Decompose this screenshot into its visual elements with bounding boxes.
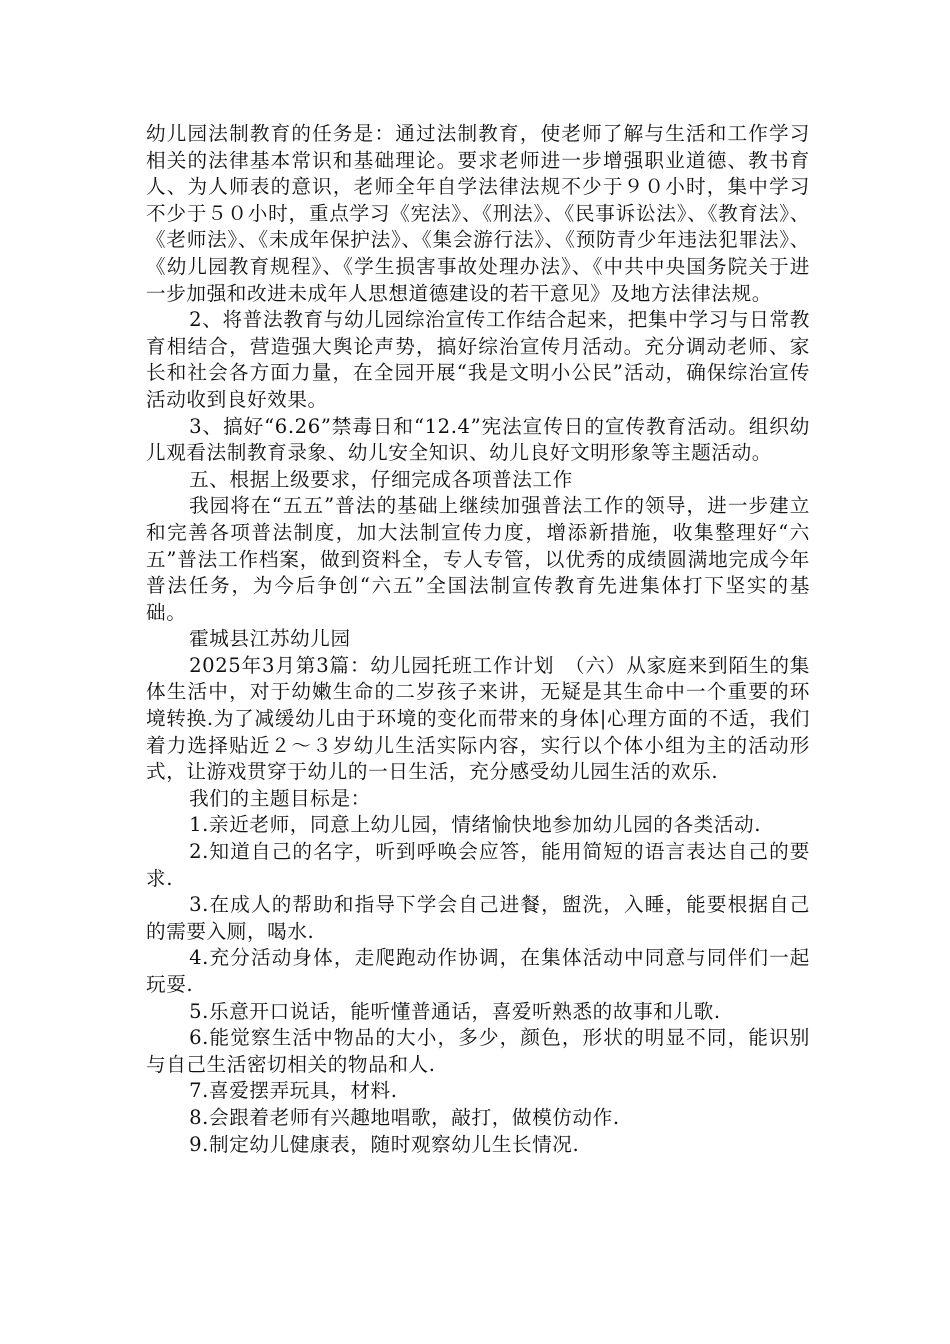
goal-item-9: 9.制定幼儿健康表，随时观察幼儿生长情况.	[189, 1132, 580, 1156]
paragraph-item-3: 3、搞好“6.26”禁毒日和“12.4”宪法宣传日的宣传教育活动。组织幼儿观看法制教育录象、幼儿安全知识、幼儿良好文明形象等主题活动。	[146, 414, 810, 465]
goals-heading: 我们的主题目标是：	[189, 786, 371, 810]
goal-item-1: 1.亲近老师，同意上幼儿园，情绪愉快地参加幼儿园的各类活动.	[189, 813, 762, 837]
goal-item-6: 6.能觉察生活中物品的大小，多少，颜色，形状的明显不同，能识别与自己生活密切相关的物品和人.	[146, 1026, 810, 1076]
goal-item-4: 4.充分活动身体，走爬跑动作协调，在集体活动中同意与同伴们一起玩耍.	[146, 946, 810, 996]
paragraph-article-3-intro: 2025年3月第3篇：幼儿园托班工作计划 （六）从家庭来到陌生的集体生活中，对于幼嫩生命的二岁孩子来讲，无疑是其生命中一个重要的环境转换.为了减缓幼儿由于环境的变化而带来的身体|心理方面的不适，我们着力选择贴近２～３岁幼儿生活实际内容，实行以个体小组为主的活动形式，让游戏贯穿于幼儿的一日生活，充分感受幼儿园生活的欢乐.	[146, 653, 810, 784]
goal-item-2: 2.知道自己的名字，听到呼唤会应答，能用简短的语言表达自己的要求.	[146, 840, 810, 890]
goal-item-7: 7.喜爱摆弄玩具，材料.	[189, 1079, 398, 1103]
section-heading-five: 五、根据上级要求，仔细完成各项普法工作	[189, 467, 573, 491]
paragraph-item-2: 2、将普法教育与幼儿园综治宣传工作结合起来，把集中学习与日常教育相结合，营造强大舆论声势，搞好综治宣传月活动。充分调动老师、家长和社会各方面力量，在全园开展“我是文明小公民”活动，确保综治宣传活动收到良好效果。	[146, 308, 810, 411]
goal-item-8: 8.会跟着老师有兴趣地唱歌，敲打，做模仿动作.	[189, 1105, 620, 1129]
document-body	[146, 121, 810, 1158]
paragraph-legal-education-task: 幼儿园法制教育的任务是：通过法制教育，使老师了解与生活和工作学习相关的法律基本常识和基础理论。要求老师进一步增强职业道德、教书育人、为人师表的意识，老师全年自学法律法规不少于９０小时，集中学习不少于５０小时，重点学习《宪法》、《刑法》、《民事诉讼法》、《教育法》、《老师法》、《未成年保护法》、《集会游行法》、《预防青少年违法犯罪法》、《幼儿园教育规程》、《学生损害事故处理办法》、《中共中央国务院关于进一步加强和改进未成年人思想道德建设的若干意见》及地方法律法规。	[146, 122, 810, 305]
goal-item-3: 3.在成人的帮助和指导下学会自己进餐，盥洗，入睡，能要根据自己的需要入厕，喝水.	[146, 893, 810, 943]
paragraph-five-five-plan: 我园将在“五五”普法的基础上继续加强普法工作的领导，进一步建立和完善各项普法制度，加大法制宣传力度，增添新措施，收集整理好“六五”普法工作档案，做到资料全，专人专管，以优秀的成绩圆满地完成今年普法任务，为今后争创“六五”全国法制宣传教育先进集体打下坚实的基础。	[146, 494, 810, 624]
signature-kindergarten-name: 霍城县江苏幼儿园	[189, 627, 351, 651]
goal-item-5: 5.乐意开口说话，能听懂普通话，喜爱听熟悉的故事和儿歌.	[189, 999, 721, 1023]
